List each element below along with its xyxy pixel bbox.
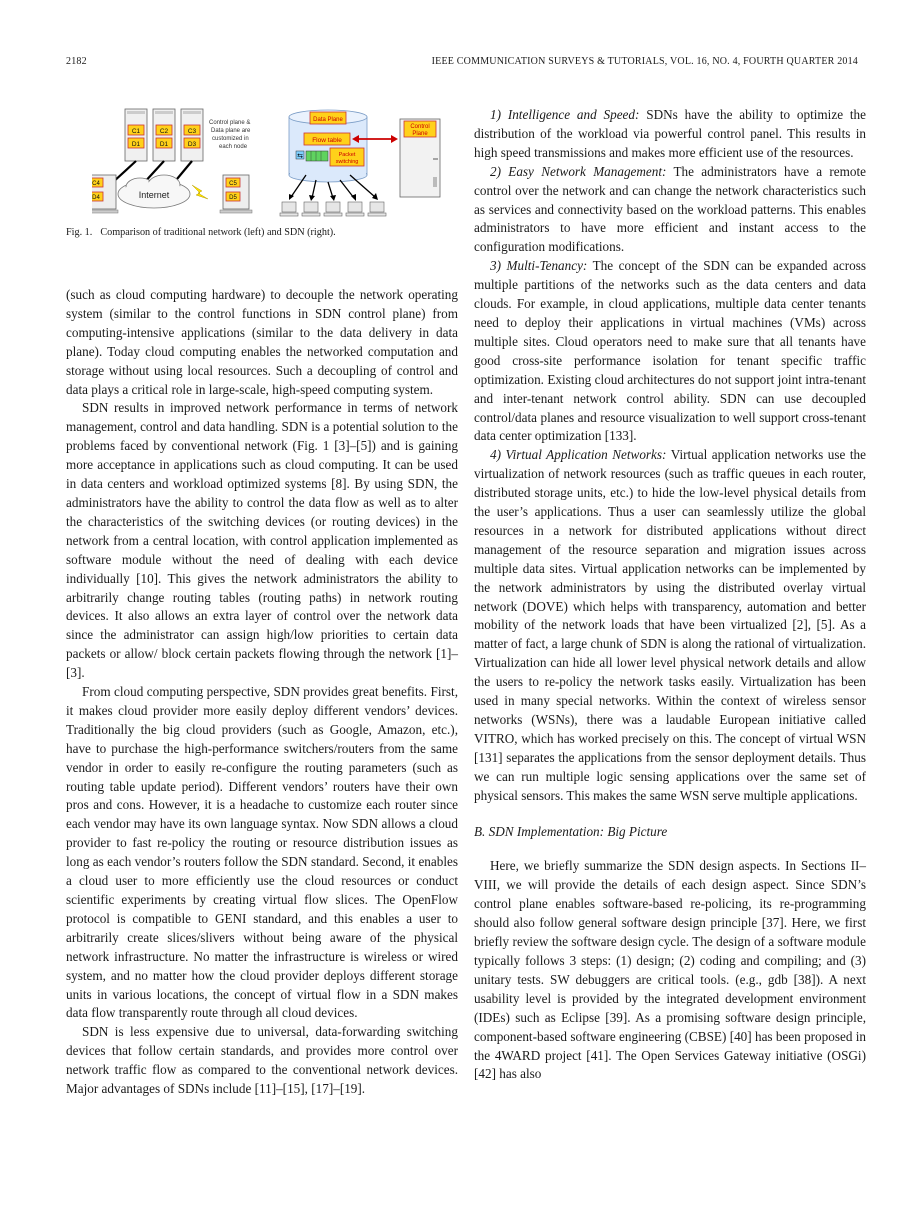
item-2-body: The administrators have a remote control over the network and can change the network characteristics such as services and connectivity based on the workload patterns. This enables administrators to have more efficient and instant access to the configuration modifications.: [474, 163, 866, 255]
left-paragraph-1: (such as cloud computing hardware) to decouple the network operating system (similar to the control functions in SDN control plane) from computing-intensive applications (similar to the data delivery in data plane). Today cloud computing enables the networked computation and storage without using local resources. Such a decoupling of control and data plays a critical role in large-scale, high-speed computing system.: [66, 287, 458, 397]
node-c4-label: C4: [92, 181, 100, 187]
node-d1b-label: D1: [159, 141, 169, 148]
sdn-diagram: [280, 110, 440, 216]
server-tower-2: [153, 109, 175, 161]
figure-network-comparison: [92, 103, 458, 219]
left-paragraph-2: SDN results in improved network performance in terms of network management, control and data handling. SDN is a potential solution to the problems faced by conventional network (Fig. 1 [3]–[5]) and is gaining more acceptance in applications such as cloud computing. It can be used in data centers and workload optimized systems [8]. By using SDN, the administrators have the ability to control the data flow as well as to alter the characteristics of the switching devices (or routing devices) in the network from a central location, with control application implemented as software module without the need of dealing with each device individually [10]. This gives the network administrators the ability to arbitrarily change routing tables (routing paths) in network routing devices. It also allows an extra layer of control over the network data since the administrator can assign high/low priorities to certain data packets or allow/ block certain packets flowing through the network [1]–[3].: [66, 400, 458, 681]
note-line-4: each node: [219, 144, 248, 150]
figure-caption: [66, 227, 458, 238]
left-column: [66, 286, 458, 1099]
item-easy-management: [474, 163, 866, 258]
packet-switching-label-1: Packet: [338, 152, 356, 158]
node-right: [220, 175, 252, 213]
item-4-body: Virtual application networks use the virtualization of network resources (such as traffic queues in each router, distributed storage units, etc.) to hide the low-level physical details from the user’s applications. Thus a user can seamlessly utilize the global resources in a network for distributed applications without direct management of the resource separation and migration issues across multiple data sites. Virtual application networks can be implemented by the network administrators by using the distributed overlay virtual network (DOVE) which helps with transparency, automation and better mobility of the network loads that have been virtualized [2], [5]. As a matter of fact, a large chunk of SDN is along the rational of virtualization. Virtualization can hide all lower level physical network details and allow the users to re-policy the network tasks easily. Virtualization has been used in many special networks. Within the context of wireless sensor networks (WSNs), there was a laudable European initiative called VITRO, which has worked precisely on this. The concept of virtual WSN [131] separates the applications from the sensor deployment details. Thus we can run multiple logic sensing applications over the same set of physical sensors. This makes the same WSN serve multiple applications.: [474, 447, 866, 803]
figure-caption-text: Comparison of traditional network (left) and SDN (right).: [100, 227, 336, 238]
traditional-network-diagram: [92, 109, 252, 213]
item-3-body: The concept of the SDN can be expanded across multiple partitions of the networks such as the data centers and data clouds. For example, in cloud applications, multiple data center tenants need to deploy their applications in virtual machines (VMs) across multiple sites. Cloud operators need to make sure that all tenants have good cross-site performance isolation for tenant specific traffic optimization. Existing cloud architectures do not support joint intra-tenant and inter-tenant network control ability. SDN can use decoupled control/data planes and resource visualization to well support cross-tenant data center optimization [133].: [474, 258, 867, 444]
note-line-1: Control plane &: [209, 120, 251, 126]
control-plane-server: [400, 119, 440, 197]
server-tower-1: [125, 109, 147, 161]
control-plane-label-2: Plane: [412, 131, 428, 137]
internet-label: Internet: [138, 190, 170, 200]
packet-switching-label-2: switching: [335, 159, 359, 165]
item-1-heading: 1) Intelligence and Speed:: [490, 107, 640, 122]
terminal-devices: [280, 202, 386, 216]
page-header: [66, 56, 858, 67]
node-d4-label: D4: [92, 195, 100, 201]
server-tower-3: [181, 109, 203, 161]
left-paragraph-3: From cloud computing perspective, SDN provides great benefits. First, it makes cloud provider more easily deploy different vendors’ devices. Traditionally the big cloud providers (such as Google, Amazon, etc.), have to purchase the high-performance switchers/routers from the same vendor in order to easily re-configure the routing parameters (such as routing table update period). Different vendors’ routers have their own pros and cons. However, it is a headache to customize each router since each vendor may have its own language syntax. Now SDN allows a cloud provider to fast re-policy the routing or resource distribution issues as long as each vendor’s routers follow the SDN standard. Second, it enables a cloud user to more efficiently use the cloud resources or conduct scientific experiments by creating virtual flow slices. The OpenFlow protocol is compatible to GENI standard, and this enables a user to arbitrarily create slices/slivers without being aware of the physical network infrastructure. No matter the infrastructure is wireless or wired system, and no matter how the cloud provider deploys different storage units in various locations, the concept of virtual flow in a SDN makes data flow transparently route through all cloud devices.: [66, 684, 458, 1021]
section-heading-b: B. SDN Implementation: Big Picture: [474, 823, 668, 839]
note-line-3: customized in: [212, 136, 249, 142]
figure-label: Fig. 1.: [66, 227, 93, 238]
item-1-body: SDNs have the ability to optimize the distribution of the workload via powerful control panel. This results in high speed transmissions and makes more efficient use of the resources.: [474, 107, 867, 160]
node-c2-label: C2: [159, 128, 169, 135]
flow-bars: [306, 151, 328, 161]
item-3-heading: 3) Multi-Tenancy:: [490, 258, 588, 274]
left-paragraph-4: SDN is less expensive due to universal, data-forwarding switching devices that follow certain standards, and provides more control over network traffic flow as compared to the conventional network devices. Major advantages of SDNs include [11]–[15], [17]–[19].: [66, 1024, 458, 1097]
node-c1-label: C1: [131, 128, 141, 135]
node-c5-label: C5: [229, 181, 237, 187]
node-left: [92, 175, 118, 213]
switch-icon: ⇆: [297, 153, 303, 160]
right-column: [474, 106, 866, 1084]
node-d1-label: D1: [131, 141, 141, 148]
lightning-icon: [192, 185, 208, 199]
page-number: 2182: [66, 56, 87, 67]
item-2-heading: 2) Easy Network Management:: [490, 163, 667, 179]
journal-title: IEEE COMMUNICATION SURVEYS & TUTORIALS, VOL. 16, NO. 4, FOURTH QUARTER 2014: [431, 56, 858, 67]
internet-cloud: [118, 175, 190, 208]
item-multi-tenancy: [474, 257, 866, 446]
item-virtual-app-networks: [474, 446, 866, 805]
node-c3-label: C3: [187, 128, 197, 135]
flow-table-label: Flow table: [312, 137, 342, 144]
data-plane-label: Data Plane: [313, 117, 343, 123]
node-d3-label: D3: [187, 141, 197, 148]
control-plane-label-1: Control: [410, 124, 430, 130]
item-intelligence-speed: [474, 106, 866, 163]
item-4-heading: 4) Virtual Application Networks:: [490, 447, 667, 463]
note-line-2: Data plane are: [211, 128, 251, 134]
node-d5-label: D5: [229, 195, 237, 201]
section-b-paragraph-1: Here, we briefly summarize the SDN design aspects. In Sections II–VIII, we will provide the details of each design aspect. Since SDN’s control plane enables software-based re-policing, its re-programming should also follow general software design principle [37]. Here, we first briefly review the software design cycle. The design of a software module typically follows 3 steps: (1) design; (2) coding and compiling; and (3) unitary tests. SW debuggers are critical tools. (e.g., gdb [38]). A next usability level is provided by the integrated development environment (IDEs) such as Eclipse [39]. As a promising software design principle, component-based software engineering (CBSE) [40] has been proposed in the 4WARD project [41]. The Open Services Gateway initiative (OSGi) [42] has also: [474, 858, 866, 1082]
